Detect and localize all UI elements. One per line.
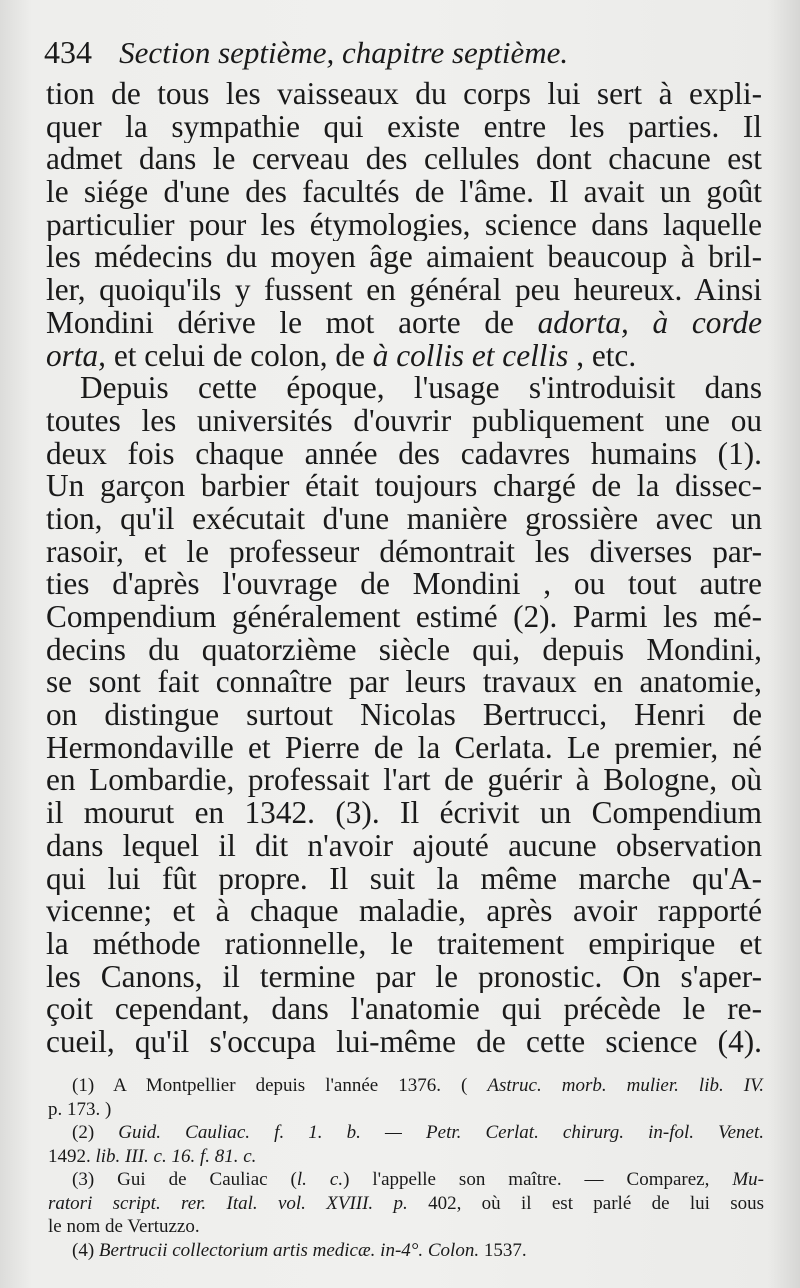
footnote-italic: Mu- [732,1169,764,1190]
footnotes [48,1074,764,1262]
italic-segment: à collis et cellis [372,339,569,373]
text-line: Hermondaville et Pierre de la Cerlata. Le premier, né [46,731,762,765]
running-title: Section septième, chapitre septième. [119,35,569,70]
text-line: quer la sympathie qui existe entre les parties. Il [46,110,762,144]
footnote-1-cont: p. 173. ) [48,1098,112,1120]
italic-segment: orta, [46,339,106,373]
text-line: se sont fait connaître par leurs travaux en anatomie, [46,666,762,700]
text-segment: et celui de colon, de [113,339,365,373]
footnote-3-cont: le nom de Vertuzzo. [48,1216,200,1237]
text-line: la méthode rationnelle, le traitement empirique et [46,927,762,961]
footnote-text: 1492. [48,1145,91,1167]
text-line: toutes les universités d'ouvrir publiquement une ou [46,404,762,438]
text-segment: Mondini dérive le mot aorte de [46,306,514,340]
text-line: Depuis cette époque, l'usage s'introduisit dans [80,372,762,405]
text-segment: , etc. [576,339,637,373]
footnote-3 [58,1168,764,1192]
footnote-italic: Guid. Cauliac. f. 1. b. — Petr. Cerlat. chirurg. in-fol. Venet. [118,1122,764,1143]
text-line: vicenne; et à chaque maladie, après avoir rapporté [46,895,762,928]
text-line: tion, qu'il exécutait d'une manière grossière avec un [46,502,762,536]
footnote-text: (4) [72,1239,95,1261]
footnote-2-cont [48,1145,764,1169]
footnote-text: ) l'appelle son maître. — Comparez, [343,1169,710,1190]
text-line: deux fois chaque année des cadavres humains (1). [46,437,762,471]
footnote-text: (2) [72,1122,95,1143]
footnote-1 [58,1074,764,1098]
text-line: rasoir, et le professeur démontrait les diverses par- [46,535,762,569]
text-line: Un garçon barbier était toujours chargé de la dissec- [46,470,762,503]
footnote-italic: l. c. [296,1169,344,1190]
text-line [46,307,762,340]
text-line: les Canons, il termine par le pronostic. On s'aper- [46,960,762,994]
footnote-text: (3) Gui de Cauliac ( [72,1169,297,1190]
footnote-italic: ratori script. rer. Ital. vol. XVIII. p. [48,1192,408,1214]
page-header [44,34,764,78]
footnote-text: 402, où il est parlé de lui sous [428,1192,764,1214]
footnote-italic: lib. III. c. 16. f. 81. c. [95,1145,257,1167]
footnote-4 [58,1239,764,1263]
footnote-italic: Astruc. morb. mulier. lib. IV. [487,1075,764,1096]
text-line [46,340,762,373]
footnote-text: 1537. [483,1239,527,1261]
italic-segment: adorta, à corde [537,306,762,340]
main-text [46,78,762,1059]
text-line: qui lui fût propre. Il suit la même marche qu'A- [46,862,762,896]
text-line: ties d'après l'ouvrage de Mondini , ou tout autre [46,568,762,601]
text-line: le siége d'une des facultés de l'âme. Il avait un goût [46,176,762,209]
text-line: çoit cependant, dans l'anatomie qui précède le re- [46,993,762,1026]
footnote-italic: Bertrucii collectorium artis medicæ. in-4°. Colon. [98,1239,480,1261]
text-line: particulier pour les étymologies, science dans laquelle [46,208,762,242]
text-line: ler, quoiqu'ils y fussent en général peu heureux. Ainsi [46,274,762,307]
page-number: 434 [44,34,92,70]
footnote-2 [58,1121,764,1145]
text-line: en Lombardie, professait l'art de guérir à Bologne, où [46,764,762,798]
text-line: les médecins du moyen âge aimaient beaucoup à bril- [46,241,762,275]
text-line: decins du quatorzième siècle qui, depuis Mondini, [46,633,762,667]
text-line: il mourut en 1342. (3). Il écrivit un Compendium [46,797,762,830]
footnote-text: (1) A Montpellier depuis l'année 1376. ( [72,1075,468,1096]
text-line: dans lequel il dit n'avoir ajouté aucune observation [46,829,762,863]
footnote-3-cont [48,1192,764,1216]
text-line: cueil, qu'il s'occupa lui-même de cette science (4). [46,1025,762,1059]
text-line: Compendium généralement estimé (2). Parmi les mé- [46,601,762,634]
text-line: admet dans le cerveau des cellules dont chacune est [46,143,762,177]
text-line: tion de tous les vaisseaux du corps lui sert à expli- [46,78,762,111]
text-line: on distingue surtout Nicolas Bertrucci, Henri de [46,699,762,732]
